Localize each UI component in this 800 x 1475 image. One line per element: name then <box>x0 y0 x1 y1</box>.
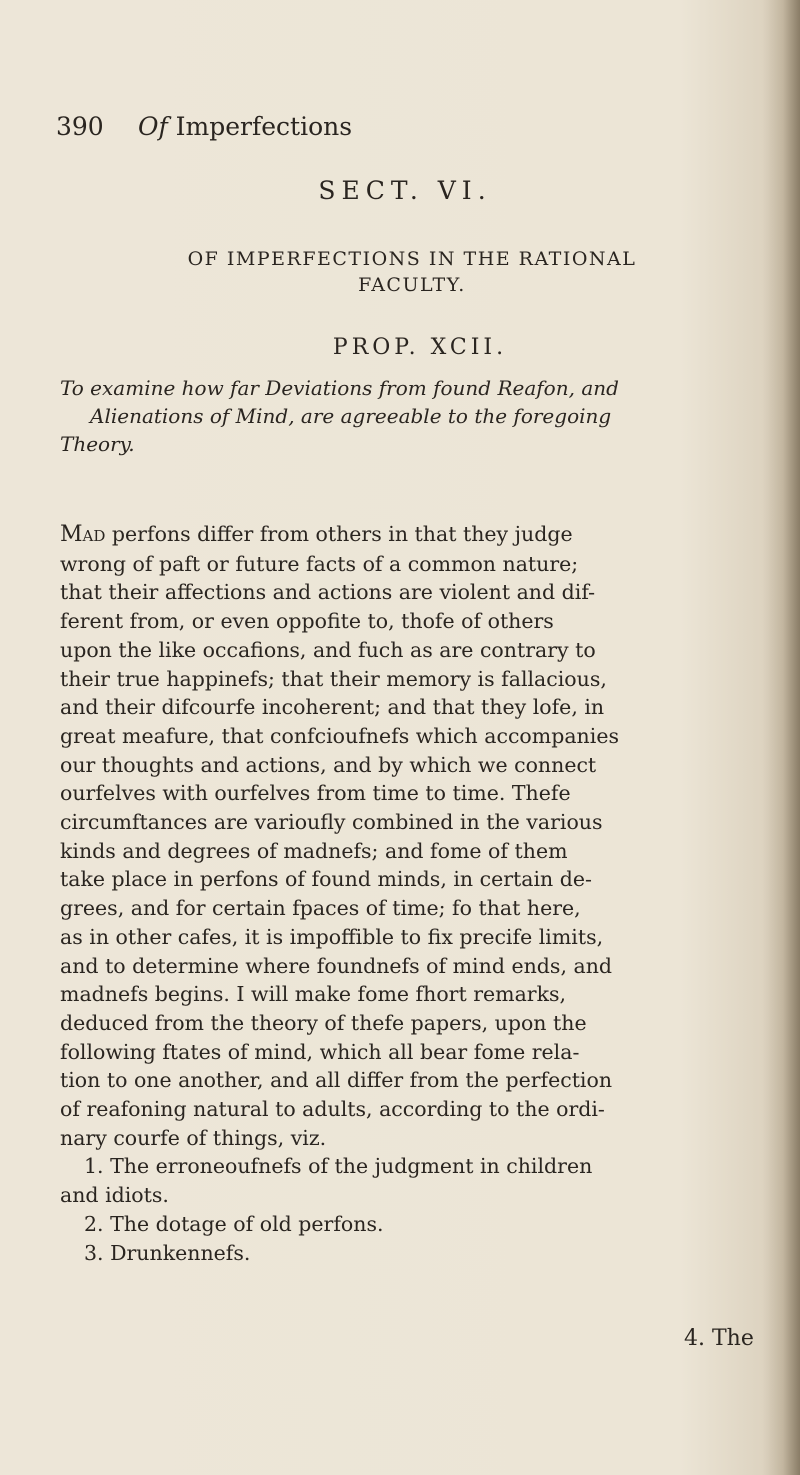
body-line: madnefs begins. I will make fome fhort remarks, <box>60 982 567 1007</box>
section-title-line: OF IMPERFECTIONS IN THE RATIONAL <box>187 248 637 270</box>
body-line: circumftances are varioufly combined in the various <box>60 810 603 835</box>
body-line: Mad perfons differ from others in that they judge <box>60 522 573 547</box>
section-title-line: FACULTY. <box>358 274 466 296</box>
binding-shadow <box>762 0 800 1475</box>
page-number: 390 <box>56 112 104 141</box>
lead-word: Mad <box>60 522 106 547</box>
body-line: take place in perfons of found minds, in certain de- <box>60 867 592 892</box>
running-head-title: Imperfections <box>175 112 353 141</box>
running-head <box>56 112 352 141</box>
section-heading: SECT. VI. <box>318 176 492 205</box>
proposition-heading: PROP. XCII. <box>332 335 508 360</box>
list-item: 2. The dotage of old perfons. <box>84 1211 384 1236</box>
body-line: and to determine where foundnefs of mind ends, and <box>60 953 613 978</box>
body-line: as in other cafes, it is impoffible to fix precife limits, <box>60 924 604 949</box>
proposition-statement <box>60 374 750 458</box>
list-item-continuation: and idiots. <box>60 1183 169 1208</box>
body-line: wrong of paft or future facts of a common nature; <box>60 551 579 576</box>
body-line: and their difcourfe incoherent; and that they lofe, in <box>60 695 605 720</box>
body-line: tion to one another, and all differ from the perfection <box>60 1068 613 1093</box>
statement-line: To examine how far Deviations from found Reafon, and <box>60 376 619 400</box>
statement-line: Alienations of Mind, are agreeable to the foregoing <box>90 404 612 428</box>
statement-line: Theory. <box>60 432 135 456</box>
body-text <box>60 520 750 1267</box>
body-line: kinds and degrees of madnefs; and fome of them <box>60 838 568 863</box>
body-line: their true happinefs; that their memory is fallacious, <box>60 666 607 691</box>
body-line: great meafure, that confcioufnefs which accompanies <box>60 723 619 748</box>
body-line: ferent from, or even oppofite to, thofe of others <box>60 609 554 634</box>
body-line: nary courfe of things, viz. <box>60 1125 327 1150</box>
body-line: upon the like occafions, and fuch as are contrary to <box>60 637 596 662</box>
body-line: our thoughts and actions, and by which we connect <box>60 752 597 777</box>
body-line: that their affections and actions are violent and dif- <box>60 580 596 605</box>
list-item: 3. Drunkennefs. <box>84 1240 251 1265</box>
catchword: 4. The <box>684 1326 754 1351</box>
section-title <box>72 246 752 298</box>
running-head-prefix: Of <box>137 112 168 141</box>
body-line: of reafoning natural to adults, according to the ordi- <box>60 1097 605 1122</box>
body-line: ourfelves with ourfelves from time to time. Thefe <box>60 781 571 806</box>
list-item: 1. The erroneoufnefs of the judgment in children <box>84 1154 593 1179</box>
body-line: following ftates of mind, which all bear fome rela- <box>60 1039 580 1064</box>
body-line: deduced from the theory of thefe papers, upon the <box>60 1010 587 1035</box>
body-line: grees, and for certain fpaces of time; fo that here, <box>60 896 581 921</box>
